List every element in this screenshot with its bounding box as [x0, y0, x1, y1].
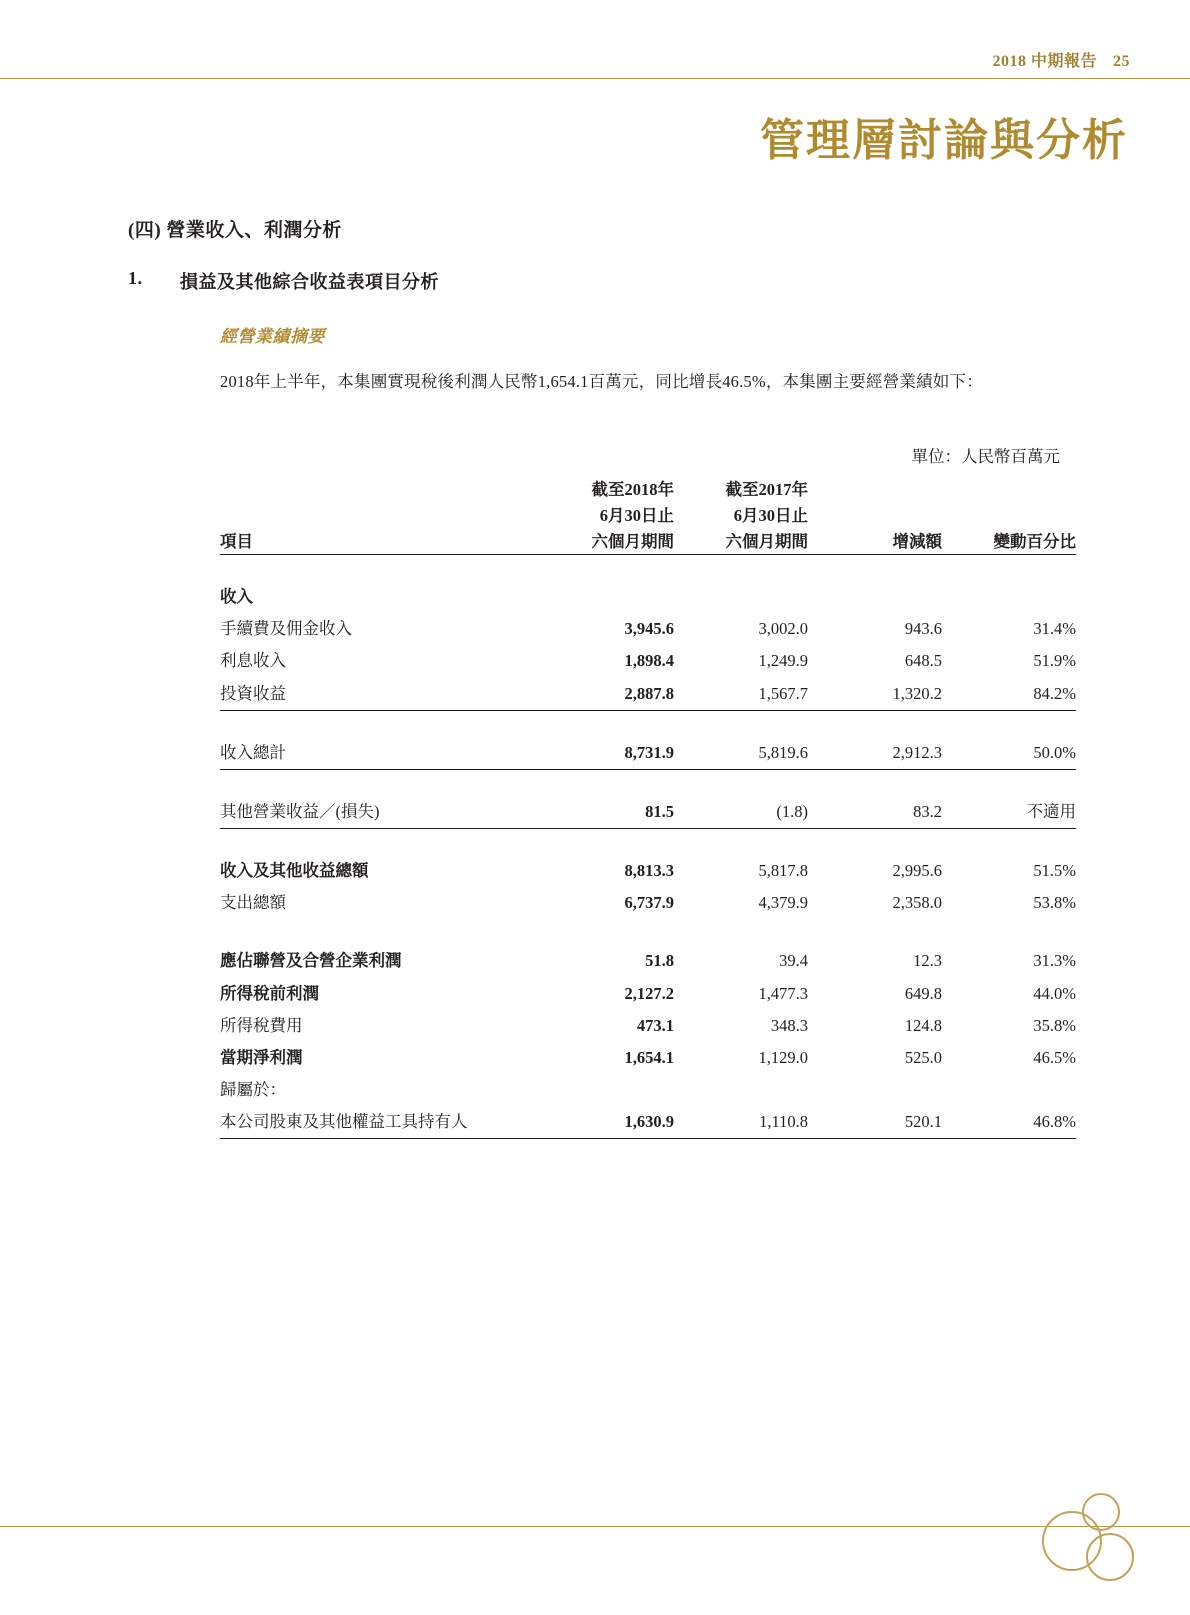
row-v2018: 51.8 [645, 951, 674, 971]
spacer [220, 919, 1076, 945]
page-header [992, 48, 1130, 71]
table-row [220, 978, 1076, 1010]
row-change: 648.5 [904, 651, 942, 671]
row-label: 所得稅費用 [220, 1015, 303, 1035]
section-heading-c: 經營業績摘要 [220, 327, 325, 346]
row-v2018: 8,813.3 [624, 861, 674, 881]
section-heading-b [128, 268, 1076, 294]
table-row-attribution [220, 1106, 1076, 1139]
header-spacer-3 [942, 477, 1076, 503]
header-page-number: 25 [1113, 53, 1130, 70]
row-v2017: 5,819.6 [674, 737, 808, 770]
header-spacer-6 [942, 503, 1076, 529]
header-report-label: 2018 中期報告 [992, 53, 1097, 70]
row-label: 支出總額 [220, 893, 286, 913]
header-spacer-5 [808, 503, 942, 529]
header-spacer-4 [220, 503, 540, 529]
table-row [220, 855, 1076, 887]
header-col1-line3: 六個月期間 [591, 531, 674, 551]
row-v2018: 1,654.1 [624, 1047, 674, 1067]
row-pct: 51.5% [1033, 861, 1076, 881]
group-revenue-label: 收入 [220, 587, 253, 607]
attribution-label: 歸屬於： [220, 1080, 286, 1100]
table-row [220, 678, 1076, 711]
row-change: 943.6 [904, 619, 942, 639]
unit-note: 單位：人民幣百萬元 [911, 447, 1060, 467]
table-row [220, 645, 1076, 677]
header-col1-line1: 截至2018年 [591, 480, 674, 500]
header-col4: 變動百分比 [993, 531, 1076, 551]
header-item: 項目 [220, 531, 253, 551]
decorative-circles-logo [1042, 1493, 1132, 1589]
row-pct: 46.8% [942, 1106, 1076, 1139]
row-pct: 51.9% [1033, 651, 1076, 671]
row-label: 所得稅前利潤 [220, 983, 319, 1003]
table-row [220, 945, 1076, 977]
header-col3: 增減額 [892, 531, 942, 551]
spacer [220, 710, 1076, 737]
row-change: 124.8 [904, 1015, 942, 1035]
header-divider [0, 78, 1190, 79]
header-col2-line2: 6月30日止 [733, 505, 808, 525]
page-title: 管理層討論與分析 [760, 115, 1128, 166]
row-label: 利息收入 [220, 651, 286, 671]
table-row-total-revenue [220, 737, 1076, 770]
row-v2017: 348.3 [770, 1015, 808, 1035]
row-pct: 53.8% [1033, 893, 1076, 913]
row-label: 收入及其他收益總額 [220, 861, 369, 881]
row-v2018: 8,731.9 [540, 737, 674, 770]
row-change: 12.3 [913, 951, 942, 971]
row-pct: 31.4% [1033, 619, 1076, 639]
header-spacer-2 [808, 477, 942, 503]
spacer [220, 769, 1076, 796]
row-change: 2,912.3 [808, 737, 942, 770]
row-change: 1,320.2 [808, 678, 942, 711]
row-v2018: 81.5 [540, 796, 674, 829]
header-col1-line2: 6月30日止 [599, 505, 674, 525]
table-row-attribution-label [220, 1074, 1076, 1106]
row-label: 當期淨利潤 [220, 1047, 303, 1067]
table-row [220, 887, 1076, 919]
row-v2017: 5,817.8 [758, 861, 808, 881]
row-v2018: 1,630.9 [540, 1106, 674, 1139]
row-v2017: 4,379.9 [758, 893, 808, 913]
row-v2018: 3,945.6 [624, 619, 674, 639]
row-label: 投資收益 [220, 678, 540, 711]
table-row [220, 1010, 1076, 1042]
row-v2017: 39.4 [779, 951, 808, 971]
row-pct: 44.0% [1033, 983, 1076, 1003]
row-pct: 84.2% [942, 678, 1076, 711]
row-pct: 35.8% [1033, 1015, 1076, 1035]
row-label: 手續費及佣金收入 [220, 619, 352, 639]
row-v2017: 1,110.8 [674, 1106, 808, 1139]
row-v2017: 1,129.0 [758, 1047, 808, 1067]
header-spacer [220, 477, 540, 503]
row-label: 應佔聯營及合營企業利潤 [220, 951, 402, 971]
row-change: 2,358.0 [892, 893, 942, 913]
spacer [220, 555, 1076, 582]
table-header-row-2 [220, 503, 1076, 529]
row-label: 其他營業收益／(損失) [220, 796, 540, 829]
table-row [220, 613, 1076, 645]
row-v2017: 1,477.3 [758, 983, 808, 1003]
footer-divider [0, 1526, 1190, 1527]
row-label: 本公司股東及其他權益工具持有人 [220, 1106, 540, 1139]
row-v2017: 1,567.7 [674, 678, 808, 711]
row-pct: 不適用 [942, 796, 1076, 829]
row-change: 649.8 [904, 983, 942, 1003]
row-v2018: 2,887.8 [540, 678, 674, 711]
section-heading-a: (四) 營業收入、利潤分析 [128, 220, 342, 241]
row-change: 2,995.6 [892, 861, 942, 881]
row-change: 525.0 [904, 1047, 942, 1067]
table-header-row-1 [220, 477, 1076, 503]
spacer [220, 829, 1076, 856]
table-row-other-income [220, 796, 1076, 829]
circle-medium-icon [1086, 1533, 1134, 1581]
financial-table [220, 477, 1076, 1139]
section-b-number: 1. [128, 268, 143, 288]
row-v2018: 473.1 [636, 1015, 674, 1035]
row-pct: 50.0% [942, 737, 1076, 770]
row-change: 520.1 [808, 1106, 942, 1139]
header-col2-line3: 六個月期間 [725, 531, 808, 551]
row-v2018: 1,898.4 [624, 651, 674, 671]
row-pct: 46.5% [1033, 1047, 1076, 1067]
row-pct: 31.3% [1033, 951, 1076, 971]
row-v2018: 2,127.2 [624, 983, 674, 1003]
row-v2018: 6,737.9 [624, 893, 674, 913]
section-b-label: 損益及其他綜合收益表項目分析 [180, 272, 439, 292]
circle-small-icon [1082, 1493, 1120, 1531]
row-v2017: 3,002.0 [758, 619, 808, 639]
row-v2017: (1.8) [674, 796, 808, 829]
row-v2017: 1,249.9 [758, 651, 808, 671]
table-row [220, 1042, 1076, 1074]
header-col2-line1: 截至2017年 [725, 480, 808, 500]
row-label: 收入總計 [220, 737, 540, 770]
document-content [128, 215, 1076, 1139]
row-change: 83.2 [808, 796, 942, 829]
table-row-group-label [220, 581, 1076, 613]
summary-paragraph: 2018年上半年，本集團實現稅後利潤人民幣1,654.1百萬元，同比增長46.5%，本集團主要經營業績如下： [220, 372, 983, 391]
table-header-row-3 [220, 529, 1076, 555]
